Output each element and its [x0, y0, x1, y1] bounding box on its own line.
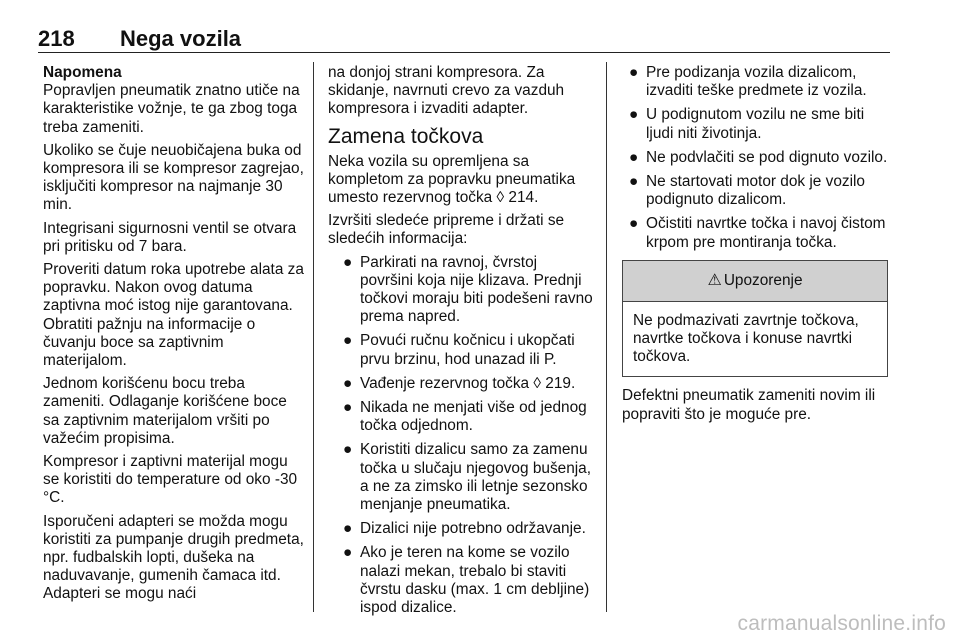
list-item-text: Povući ručnu kočnicu i ukopčati prvu brzinu, hod unazad ili P. [360, 332, 575, 368]
bullet-icon: ● [343, 332, 353, 350]
paragraph: Kompresor i zaptivni materijal mogu se koristiti do temperature od oko -30 °C. [43, 453, 298, 507]
column-right [622, 64, 888, 429]
bullet-list [336, 254, 594, 618]
bullet-icon: ● [343, 520, 353, 538]
paragraph: Proveriti datum roka upotrebe alata za popravku. Nakon ovog datuma zaptivna moć istog nije garantovana. Obratiti pažnju na informacije o čuvanju boce sa zaptivnim materijalom. [43, 261, 304, 370]
bullet-icon: ● [629, 215, 639, 233]
column-middle [328, 64, 594, 623]
column-left [43, 64, 305, 609]
list-item-text: Ako je teren na kome se vozilo nalazi mekan, trebalo bi staviti čvrstu dasku (max. 1 cm debljine) ispod dizalice. [360, 544, 590, 617]
watermark: carmanualsonline.info [737, 612, 946, 635]
page-number: 218 [38, 26, 75, 51]
list-item [336, 544, 594, 617]
list-item-text: Parkirati na ravnoj, čvrstoj površini koja nije klizava. Prednji točkovi moraju biti podešeni ravno prema napred. [360, 253, 593, 326]
list-item [622, 173, 888, 209]
list-item [336, 375, 594, 393]
bullet-icon: ● [629, 148, 639, 166]
paragraph: Popravljen pneumatik znatno utiče na karakteristike vožnje, te ga zbog toga treba zameniti. [43, 82, 300, 136]
section-heading: Zamena točkova [328, 124, 484, 148]
list-item-text: U podignutom vozilu ne sme biti ljudi niti životinja. [646, 106, 865, 142]
list-item [622, 215, 888, 251]
bullet-icon: ● [629, 106, 639, 124]
paragraph: Ukoliko se čuje neuobičajena buka od kompresora ili se kompresor zagrejao, isključiti kompresor na najmanje 30 min. [43, 141, 304, 214]
paragraph: Defektni pneumatik zameniti novim ili popraviti što je moguće pre. [622, 387, 876, 423]
list-item-text: Pre podizanja vozila dizalicom, izvaditi teške predmete iz vozila. [646, 64, 867, 100]
list-item-text: Koristiti dizalicu samo za zamenu točka u slučaju njegovog bušenja, a ne za zimsko ili letnje sezonsko menjanje pneumatika. [360, 441, 592, 514]
list-item [622, 106, 888, 142]
page-header [38, 26, 890, 53]
list-item-text: Dizalici nije potrebno održavanje. [360, 520, 586, 538]
bullet-icon: ● [343, 374, 353, 392]
warning-text: Ne podmazivati zavrtnje točkova, navrtke točkova i konuse navrtki točkova. [633, 311, 859, 366]
bullet-icon: ● [343, 441, 353, 459]
paragraph: na donjoj strani kompresora. Za skidanje, navrnuti crevo za vazduh kompresora i izvaditi adapter. [328, 64, 565, 118]
list-item [622, 149, 888, 167]
list-item [336, 332, 594, 368]
bullet-icon: ● [343, 544, 353, 562]
list-item [336, 520, 594, 538]
column-divider [606, 62, 607, 612]
paragraph: Jednom korišćenu bocu treba zameniti. Odlaganje korišćene boce sa zaptivnim materijalom vršiti po važećim propisima. [43, 375, 287, 447]
paragraph: Isporučeni adapteri se možda mogu koristiti za pumpanje drugih predmeta, npr. fudbalskih lopti, dušeka na naduvavanje, gumenih čamaca itd. Adapteri se mogu naći [43, 512, 304, 603]
list-item-text: Ne startovati motor dok je vozilo podignuto dizalicom. [646, 173, 865, 209]
list-item-text: Ne podvlačiti se pod dignuto vozilo. [646, 148, 888, 166]
bullet-icon: ● [629, 173, 639, 191]
paragraph: Neka vozila su opremljena sa kompletom za popravku pneumatika umesto rezervnog točka ◊ 214. [328, 152, 576, 207]
warning-box [622, 260, 888, 378]
list-item [622, 64, 888, 100]
list-item [336, 254, 594, 327]
list-item-text: Očistiti navrtke točka i navoj čistom krpom pre montiranja točka. [646, 215, 886, 251]
bullet-icon: ● [343, 253, 353, 271]
bullet-list [622, 64, 888, 252]
list-item [336, 441, 594, 514]
column-divider [313, 62, 314, 612]
paragraph: Izvršiti sledeće pripreme i držati se sledećih informacija: [328, 212, 565, 248]
warning-header [623, 261, 887, 302]
list-item-text: Vađenje rezervnog točka ◊ 219. [360, 374, 576, 392]
list-item [336, 399, 594, 435]
bullet-icon: ● [343, 399, 353, 417]
list-item-text: Nikada ne menjati više od jednog točka odjednom. [360, 399, 587, 435]
warning-icon: ⚠ [707, 271, 722, 289]
section-title: Nega vozila [120, 26, 242, 51]
warning-title: Upozorenje [723, 271, 803, 289]
bullet-icon: ● [629, 64, 639, 81]
paragraph: Integrisani sigurnosni ventil se otvara pri pritisku od 7 bara. [43, 219, 297, 255]
note-title: Napomena [43, 64, 122, 81]
